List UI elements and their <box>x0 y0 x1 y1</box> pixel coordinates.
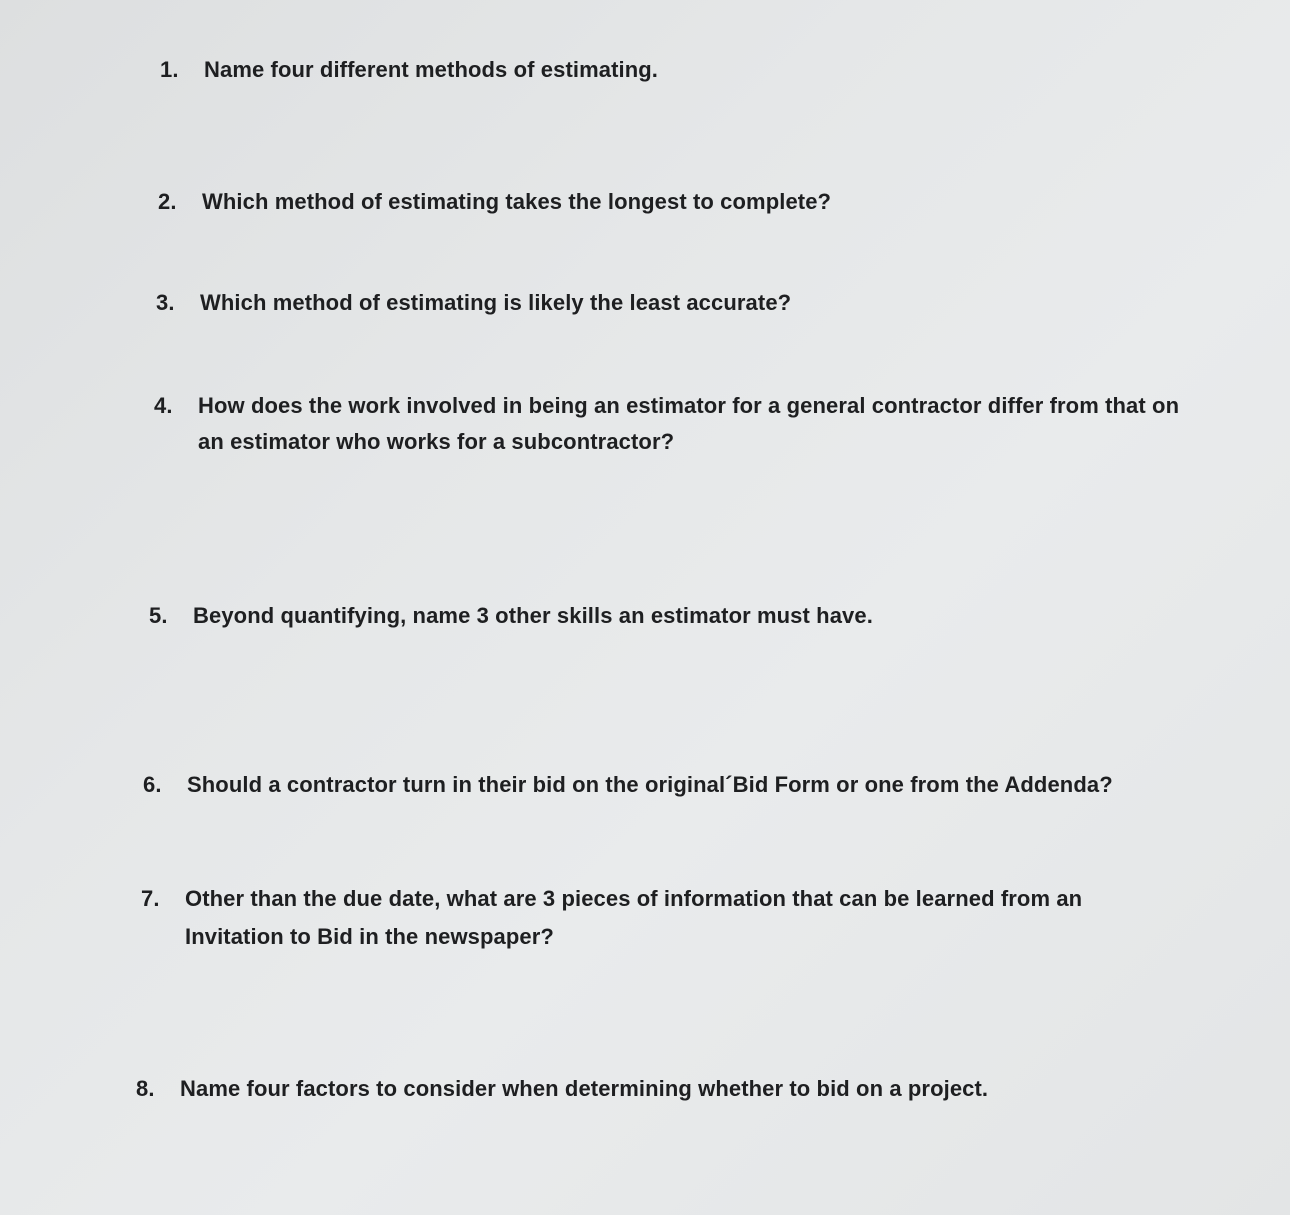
question-4-number: 4. <box>154 393 173 418</box>
question-6-number: 6. <box>143 772 162 797</box>
question-2-number: 2. <box>158 189 177 214</box>
question-7-text-line-2: Invitation to Bid in the newspaper? <box>185 924 554 949</box>
question-4-text-line-2: an estimator who works for a subcontractor? <box>198 429 675 454</box>
question-5-text: Beyond quantifying, name 3 other skills an estimator must have. <box>193 603 873 628</box>
question-2-text: Which method of estimating takes the longest to complete? <box>202 189 832 214</box>
question-7-text-line-1: Other than the due date, what are 3 pieces of information that can be learned from an <box>185 886 1083 911</box>
question-7-number: 7. <box>141 886 160 911</box>
question-1-text: Name four different methods of estimating. <box>204 57 659 82</box>
question-4-text-line-1: How does the work involved in being an estimator for a general contractor differ from that on <box>198 393 1180 418</box>
question-1-number: 1. <box>160 57 179 82</box>
question-5-number: 5. <box>149 603 168 628</box>
question-8-number: 8. <box>136 1076 155 1101</box>
question-3-text: Which method of estimating is likely the least accurate? <box>200 290 792 315</box>
question-8-text: Name four factors to consider when determining whether to bid on a project. <box>180 1076 989 1101</box>
question-6-text: Should a contractor turn in their bid on the original´Bid Form or one from the Addenda? <box>187 772 1113 797</box>
question-3-number: 3. <box>156 290 175 315</box>
